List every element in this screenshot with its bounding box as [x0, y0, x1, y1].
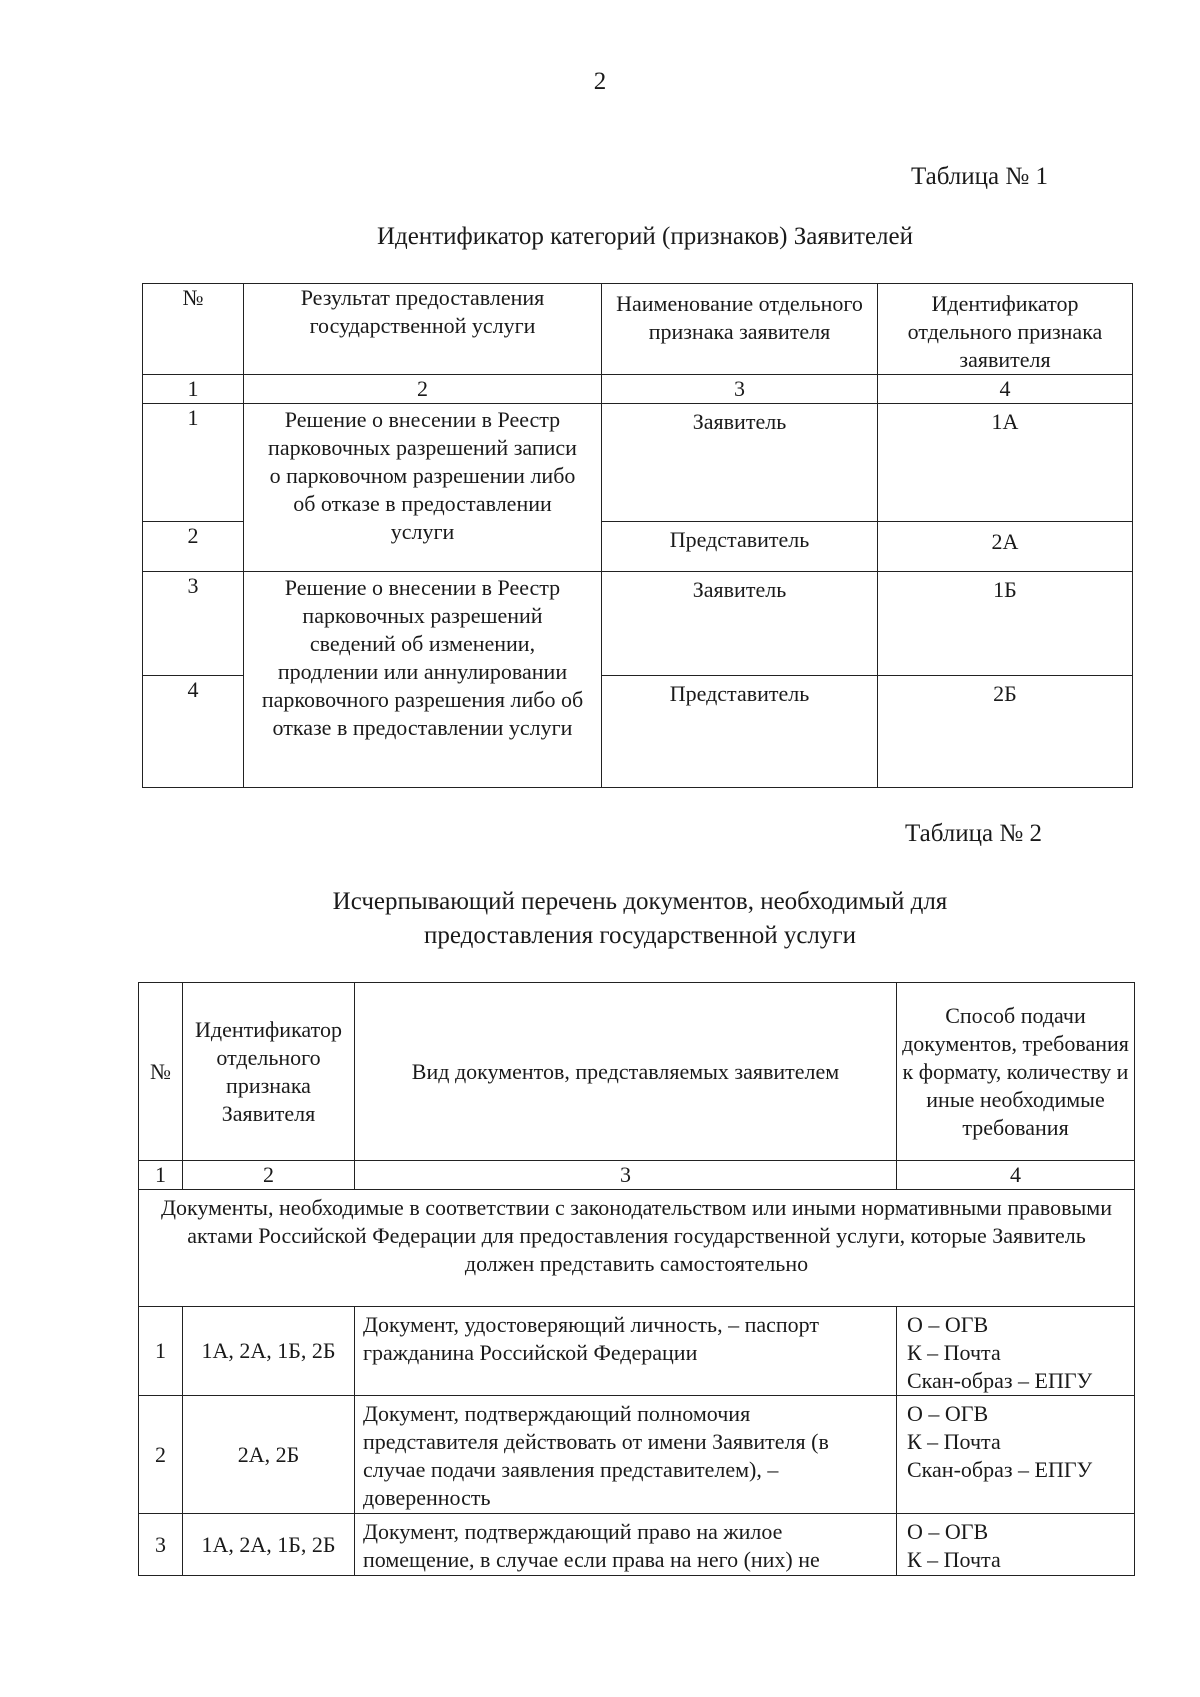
table1-row-id: 2Б	[878, 676, 1133, 788]
table1-colnum: 4	[878, 375, 1133, 404]
table1-row-name: Заявитель	[602, 572, 878, 676]
table2-row-num: 2	[139, 1396, 183, 1514]
table2-header-doc: Вид документов, представляемых заявителем	[355, 983, 897, 1161]
table1-result-cell: Решение о внесении в Реестр парковочных разрешений сведений об изменении, продлении или аннулировании парковочного разрешения либо об отказе в предоставлении услуги	[244, 572, 602, 788]
table2-colnum: 4	[897, 1161, 1135, 1190]
table2-row-ids: 1А, 2А, 1Б, 2Б	[183, 1307, 355, 1396]
table2-row-ids: 1А, 2А, 1Б, 2Б	[183, 1514, 355, 1576]
table2-row-doc: Документ, подтверждающий полномочия представителя действовать от имени Заявителя (в случае подачи заявления представителем), – доверенность	[355, 1396, 897, 1514]
table2-colnum: 3	[355, 1161, 897, 1190]
table1-row-name: Заявитель	[602, 404, 878, 522]
table2-header-row	[139, 983, 1135, 1161]
table1-colnum: 3	[602, 375, 878, 404]
table1-colnum: 2	[244, 375, 602, 404]
table2-row	[139, 1396, 1135, 1514]
table1-row-num: 1	[143, 404, 244, 522]
table1-row	[143, 404, 1133, 522]
table2	[138, 982, 1135, 1576]
table2-row-methods	[897, 1514, 1135, 1576]
table1-header-row	[143, 284, 1133, 375]
table2-row-doc: Документ, подтверждающий право на жилое помещение, в случае если права на него (них) не	[355, 1514, 897, 1576]
table2-header-num: №	[139, 983, 183, 1161]
method-item: О – ОГВ	[907, 1519, 989, 1544]
table2-row	[139, 1307, 1135, 1396]
table2-colnum-row	[139, 1161, 1135, 1190]
method-item: О – ОГВ	[907, 1401, 989, 1426]
table2-section-heading: Документы, необходимые в соответствии с законодательством или иными нормативными правовыми актами Российской Федерации для предоставления государственной услуги, которые Заявитель должен представить самостоятельно	[139, 1190, 1135, 1307]
table1-colnum-row	[143, 375, 1133, 404]
table2-section-row	[139, 1190, 1135, 1307]
table2-title-line: Исчерпывающий перечень документов, необходимый для	[332, 888, 948, 915]
table1-header-result: Результат предоставления государственной услуги	[244, 284, 602, 375]
table1-row-num: 3	[143, 572, 244, 676]
table2-title-line: предоставления государственной услуги	[423, 922, 857, 949]
table2-row-num: 3	[139, 1514, 183, 1576]
table1-row-num: 4	[143, 676, 244, 788]
table2-title	[0, 885, 1200, 953]
table2-label: Таблица № 2	[904, 820, 1042, 847]
table2-colnum: 2	[183, 1161, 355, 1190]
table2-row-ids: 2А, 2Б	[183, 1396, 355, 1514]
table2-header-method: Способ подачи документов, требования к формату, количеству и иные необходимые требования	[897, 983, 1135, 1161]
method-item: К – Почта	[907, 1340, 1001, 1365]
table1-row	[143, 572, 1133, 676]
table1-title: Идентификатор категорий (признаков) Заявителей	[376, 223, 914, 250]
table2-row-methods	[897, 1396, 1135, 1514]
table1-row-name: Представитель	[602, 522, 878, 572]
method-item: К – Почта	[907, 1429, 1001, 1454]
table1-label: Таблица № 1	[910, 163, 1048, 190]
table1-result-cell: Решение о внесении в Реестр парковочных разрешений записи о парковочном разрешении либо об отказе в предоставлении услуги	[244, 404, 602, 572]
table1	[142, 283, 1133, 788]
method-item: Скан-образ – ЕПГУ	[907, 1457, 1093, 1482]
table2-colnum: 1	[139, 1161, 183, 1190]
table2-row-methods	[897, 1307, 1135, 1396]
table1-header-num: №	[143, 284, 244, 375]
table2-row	[139, 1514, 1135, 1576]
table1-row-id: 2А	[878, 522, 1133, 572]
table2-row-doc: Документ, удостоверяющий личность, – паспорт гражданина Российской Федерации	[355, 1307, 897, 1396]
method-item: Скан-образ – ЕПГУ	[907, 1368, 1093, 1393]
table2-header-id: Идентификатор отдельного признака Заявителя	[183, 983, 355, 1161]
method-item: К – Почта	[907, 1547, 1001, 1572]
table1-header-id: Идентификатор отдельного признака заявителя	[878, 284, 1133, 375]
table1-row-name: Представитель	[602, 676, 878, 788]
table1-colnum: 1	[143, 375, 244, 404]
method-item: О – ОГВ	[907, 1312, 989, 1337]
page-number: 2	[593, 68, 607, 95]
table1-row-id: 1А	[878, 404, 1133, 522]
table1-row-id: 1Б	[878, 572, 1133, 676]
table1-row-num: 2	[143, 522, 244, 572]
table2-row-num: 1	[139, 1307, 183, 1396]
table1-header-name: Наименование отдельного признака заявителя	[602, 284, 878, 375]
